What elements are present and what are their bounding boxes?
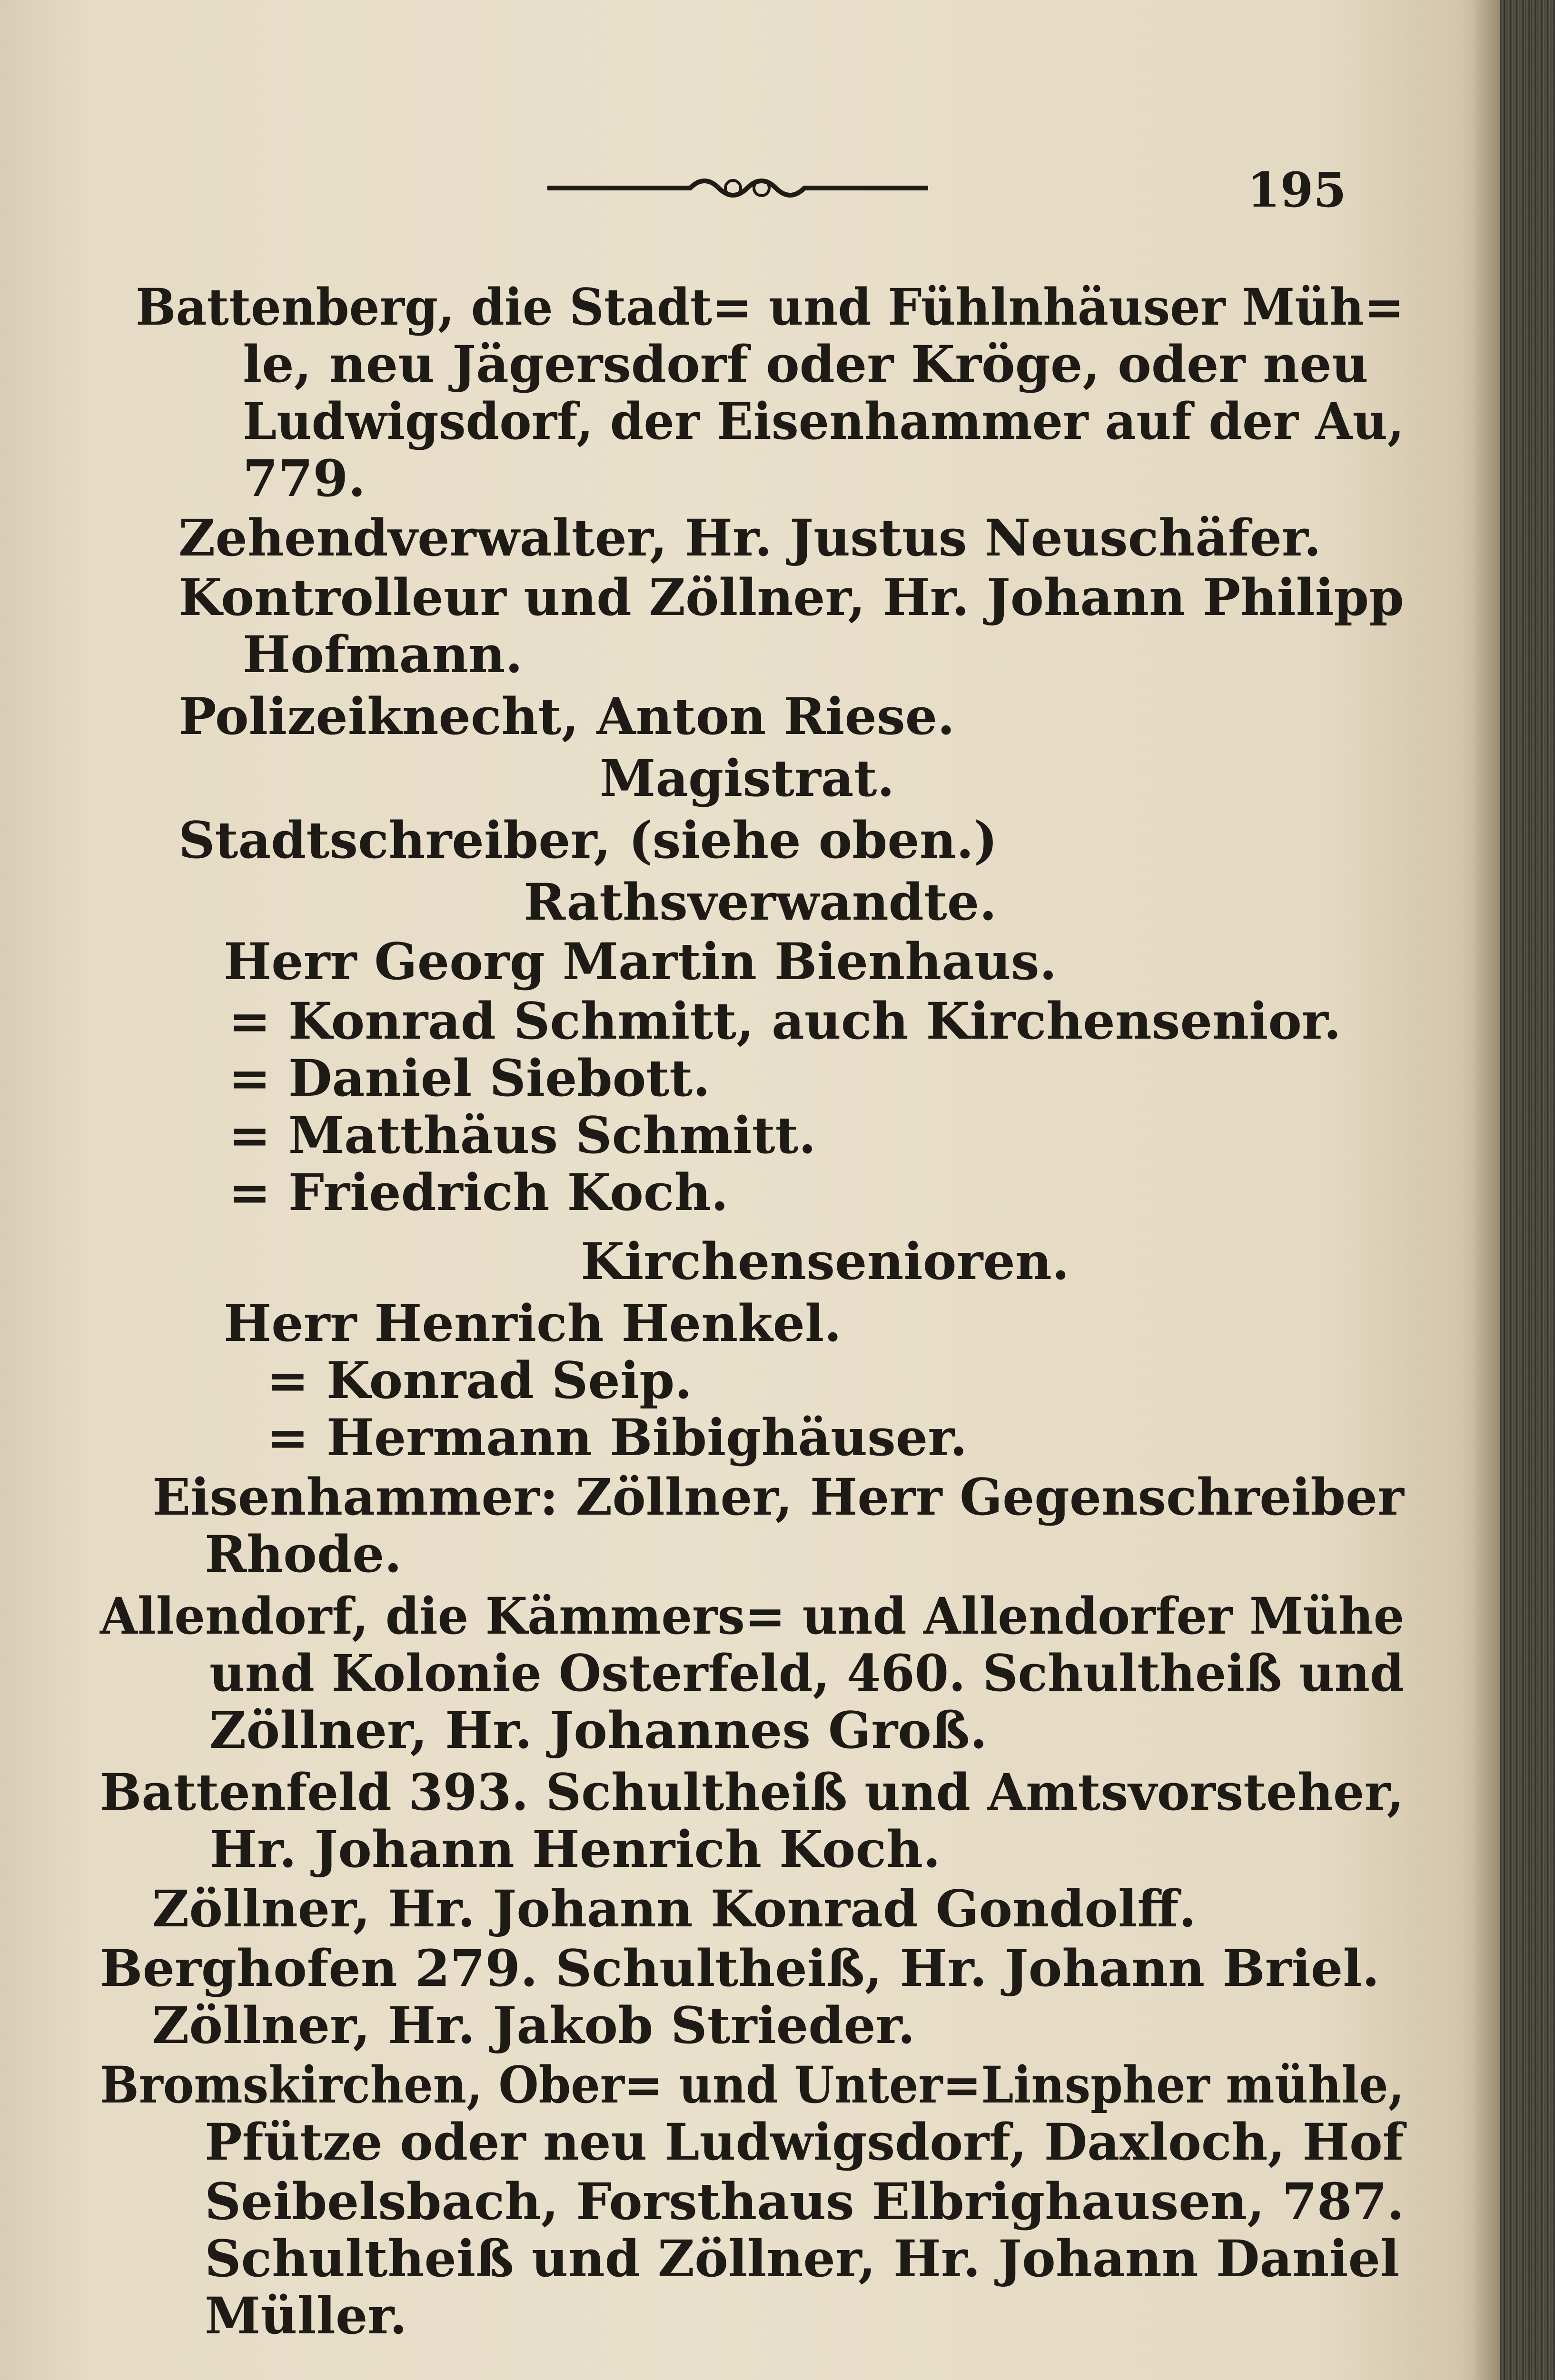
text-line: Herr Georg Martin Bienhaus. (224, 932, 1057, 991)
text-line: Allendorf, die Kämmers= und Allendorfer Mühe (100, 1586, 1405, 1646)
text-line: = Konrad Schmitt, auch Kirchensenior. (228, 991, 1341, 1051)
text-line: Polizeiknecht, Anton Riese. (178, 686, 955, 746)
text-line: le, neu Jägersdorf oder Kröge, oder neu (243, 334, 1368, 394)
text-line: Schultheiß und Zöllner, Hr. Johann Daniel (205, 2229, 1400, 2288)
text-line: Eisenhammer: Zöllner, Herr Gegenschreiber (152, 1467, 1404, 1527)
text-line: Pfütze oder neu Ludwigsdorf, Daxloch, Hof (205, 2112, 1404, 2172)
text-line: Battenberg, die Stadt= und Fühlnhäuser Müh= (136, 277, 1404, 337)
text-line: Herr Henrich Henkel. (224, 1293, 842, 1353)
text-line: Seibelsbach, Forsthaus Elbrighausen, 787. (205, 2172, 1405, 2231)
text-line: Bromskirchen, Ober= und Unter=Linspher mühle, (100, 2055, 1405, 2114)
text-line: = Hermann Bibighäuser. (267, 1408, 968, 1467)
page-number: 195 (1247, 162, 1347, 218)
section-heading: Rathsverwandte. (524, 872, 997, 932)
text-line: Zöllner, Hr. Johann Konrad Gondolff. (152, 1879, 1197, 1938)
text-line: Stadtschreiber, (siehe oben.) (178, 810, 998, 870)
ornament-rule-icon (547, 169, 928, 207)
text-line: = Daniel Siebott. (228, 1048, 711, 1108)
text-line: Battenfeld 393. Schultheiß und Amtsvorsteher, (100, 1762, 1404, 1822)
book-edge (1500, 0, 1555, 2380)
text-line: = Friedrich Koch. (228, 1162, 729, 1222)
section-heading: Magistrat. (600, 748, 895, 808)
text-line: Zehendverwalter, Hr. Justus Neuschäfer. (178, 508, 1321, 567)
page-gutter (1472, 0, 1500, 2380)
text-line: 779. (243, 448, 366, 508)
text-line: Kontrolleur und Zöllner, Hr. Johann Philipp (178, 567, 1404, 627)
text-line: Berghofen 279. Schultheiß, Hr. Johann Briel. (100, 1938, 1380, 1998)
section-heading: Kirchensenioren. (581, 1231, 1070, 1291)
text-line: und Kolonie Osterfeld, 460. Schultheiß und (209, 1643, 1404, 1703)
text-line: = Konrad Seip. (267, 1350, 693, 1410)
text-line: Müller. (205, 2286, 407, 2345)
text-line: Ludwigsdorf, der Eisenhammer auf der Au, (243, 391, 1405, 451)
text-line: Rhode. (205, 1524, 402, 1584)
text-line: Zöllner, Hr. Jakob Strieder. (152, 1995, 915, 2055)
text-line: Hofmann. (243, 625, 523, 684)
text-line: = Matthäus Schmitt. (228, 1105, 816, 1165)
text-line: Hr. Johann Henrich Koch. (209, 1819, 941, 1879)
text-line: Zöllner, Hr. Johannes Groß. (209, 1700, 988, 1760)
